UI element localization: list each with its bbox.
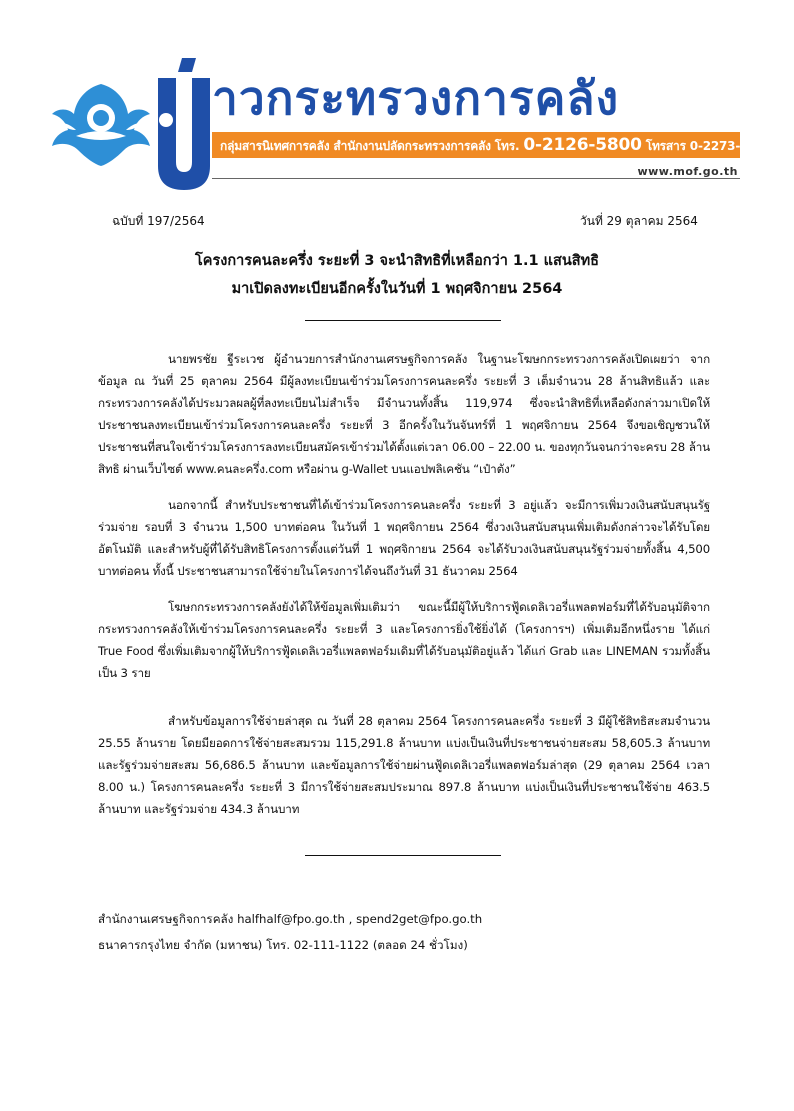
paragraph-4 (98, 710, 710, 820)
paragraph-2 (98, 494, 710, 582)
headline-line-1: โครงการคนละครึ่ง ระยะที่ 3 จะนำสิทธิที่เหลือกว่า 1.1 แสนสิทธิ (194, 253, 600, 269)
masthead-big-letter (152, 58, 212, 190)
headline-divider (305, 320, 501, 321)
contact-ktb: ธนาคารกรุงไทย จำกัด (มหาชน) โทร. 02-111-1122 (ตลอด 24 ชั่วโมง) (98, 938, 468, 952)
end-divider (305, 855, 501, 856)
masthead-title: าวกระทรวงการคลัง (212, 71, 620, 125)
paragraph-2-text: นอกจากนี้ สำหรับประชาชนที่ได้เข้าร่วมโครงการคนละครึ่ง ระยะที่ 3 อยู่แล้ว จะมีการเพิ่มวงเงินสนับสนุนรัฐร่วมจ่าย รอบที่ 3 จำนวน 1,500 บาทต่อคน ในวันที่ 1 พฤศจิกายน 2564 ซึ่งวงเงินสนับสนุนเพิ่มเติมดังกล่าวจะได้รับโดยอัตโนมัติ และสำหรับผู้ที่ได้รับสิทธิโครงการตั้งแต่วันที่ 1 พฤศจิกายน 2564 จะได้รับวงเงินสนับสนุนรัฐร่วมจ่ายทั้งสิ้น 4,500 บาทต่อคน ทั้งนี้ ประชาชนสามารถใช้จ่ายในโครงการได้จนถึงวันที่ 31 ธันวาคม 2564 (98, 498, 710, 578)
contact-fpo: สำนักงานเศรษฐกิจการคลัง halfhalf@fpo.go.th , spend2get@fpo.go.th (98, 912, 483, 926)
masthead-contact-text (220, 132, 773, 158)
masthead-fax: โทรสาร 0-2273-9763 (645, 139, 773, 153)
masthead (0, 0, 794, 190)
paragraph-1-text: นายพรชัย ฐีระเวช ผู้อำนวยการสำนักงานเศรษฐกิจการคลัง ในฐานะโฆษกกระทรวงการคลังเปิดเผยว่า จากข้อมูล ณ วันที่ 25 ตุลาคม 2564 มีผู้ลงทะเบียนเข้าร่วมโครงการคนละครึ่ง ระยะที่ 3 เต็มจำนวน 28 ล้านสิทธิแล้ว และกระทรวงการคลังได้ประมวลผลผู้ที่ลงทะเบียนไม่สำเร็จ มีจำนวนทั้งสิ้น 119,974 ซึ่งจะนำสิทธิที่เหลือดังกล่าวมาเปิดให้ประชาชนลงทะเบียนเข้าร่วมโครงการคนละครึ่ง ระยะที่ 3 อีกครั้งในวันจันทร์ที่ 1 พฤศจิกายน 2564 จึงขอเชิญชวนให้ประชาชนที่สนใจเข้าร่วมโครงการลงทะเบียนสมัครเข้าร่วมได้ตั้งแต่เวลา 06.00 – 22.00 น. ของทุกวันจนกว่าจะครบ 28 ล้านสิทธิ ผ่านเว็บไซต์ www.คนละครึ่ง.com หรือผ่าน g-Wallet บนแอปพลิเคชัน “เป๋าตัง” (98, 352, 710, 476)
mof-emblem-icon (46, 78, 156, 170)
issue-number: ฉบับที่ 197/2564 (112, 214, 205, 228)
paragraph-3-text: โฆษกกระทรวงการคลังยังได้ให้ข้อมูลเพิ่มเติมว่า ขณะนี้มีผู้ให้บริการฟู้ดเดลิเวอรี่แพลตฟอร์มที่ได้รับอนุมัติจากกระทรวงการคลังให้เข้าร่วมโครงการคนละครึ่ง ระยะที่ 3 และโครงการยิ่งใช้ยิ่งได้ (โครงการฯ) เพิ่มเติมอีกหนึ่งราย ได้แก่ True Food ซึ่งเพิ่มเติมจากผู้ให้บริการฟู้ดเดลิเวอรี่แพลตฟอร์มเดิมที่ได้รับอนุมัติอยู่แล้ว ได้แก่ Grab และ LINEMAN รวมทั้งสิ้นเป็น 3 ราย (98, 600, 710, 680)
paragraph-3 (98, 596, 710, 684)
masthead-phone: 0-2126-5800 (523, 135, 642, 155)
issue-date: วันที่ 29 ตุลาคม 2564 (580, 214, 698, 228)
paragraph-4-text: สำหรับข้อมูลการใช้จ่ายล่าสุด ณ วันที่ 28 ตุลาคม 2564 โครงการคนละครึ่ง ระยะที่ 3 มีผู้ใช้สิทธิสะสมจำนวน 25.55 ล้านราย โดยมียอดการใช้จ่ายสะสมรวม 115,291.8 ล้านบาท แบ่งเป็นเงินที่ประชาชนจ่ายสะสม 58,605.3 ล้านบาท และรัฐร่วมจ่ายสะสม 56,686.5 ล้านบาท และข้อมูลการใช้จ่ายผ่านฟู้ดเดลิเวอรี่แพลตฟอร์มล่าสุด (29 ตุลาคม 2564 เวลา 8.00 น.) โครงการคนละครึ่ง ระยะที่ 3 มีการใช้จ่ายสะสมประมาณ 897.8 ล้านบาท แบ่งเป็นเงินที่ประชาชนใช้จ่าย 463.5 ล้านบาท และรัฐร่วมจ่าย 434.3 ล้านบาท (98, 714, 710, 816)
masthead-department: กลุ่มสารนิเทศการคลัง สำนักงานปลัดกระทรวงการคลัง โทร. (220, 139, 520, 153)
paragraph-1 (98, 348, 710, 480)
headline-line-2: มาเปิดลงทะเบียนอีกครั้งในวันที่ 1 พฤศจิกายน 2564 (231, 281, 563, 297)
masthead-website: www.mof.go.th (631, 165, 738, 178)
masthead-divider (212, 178, 740, 179)
